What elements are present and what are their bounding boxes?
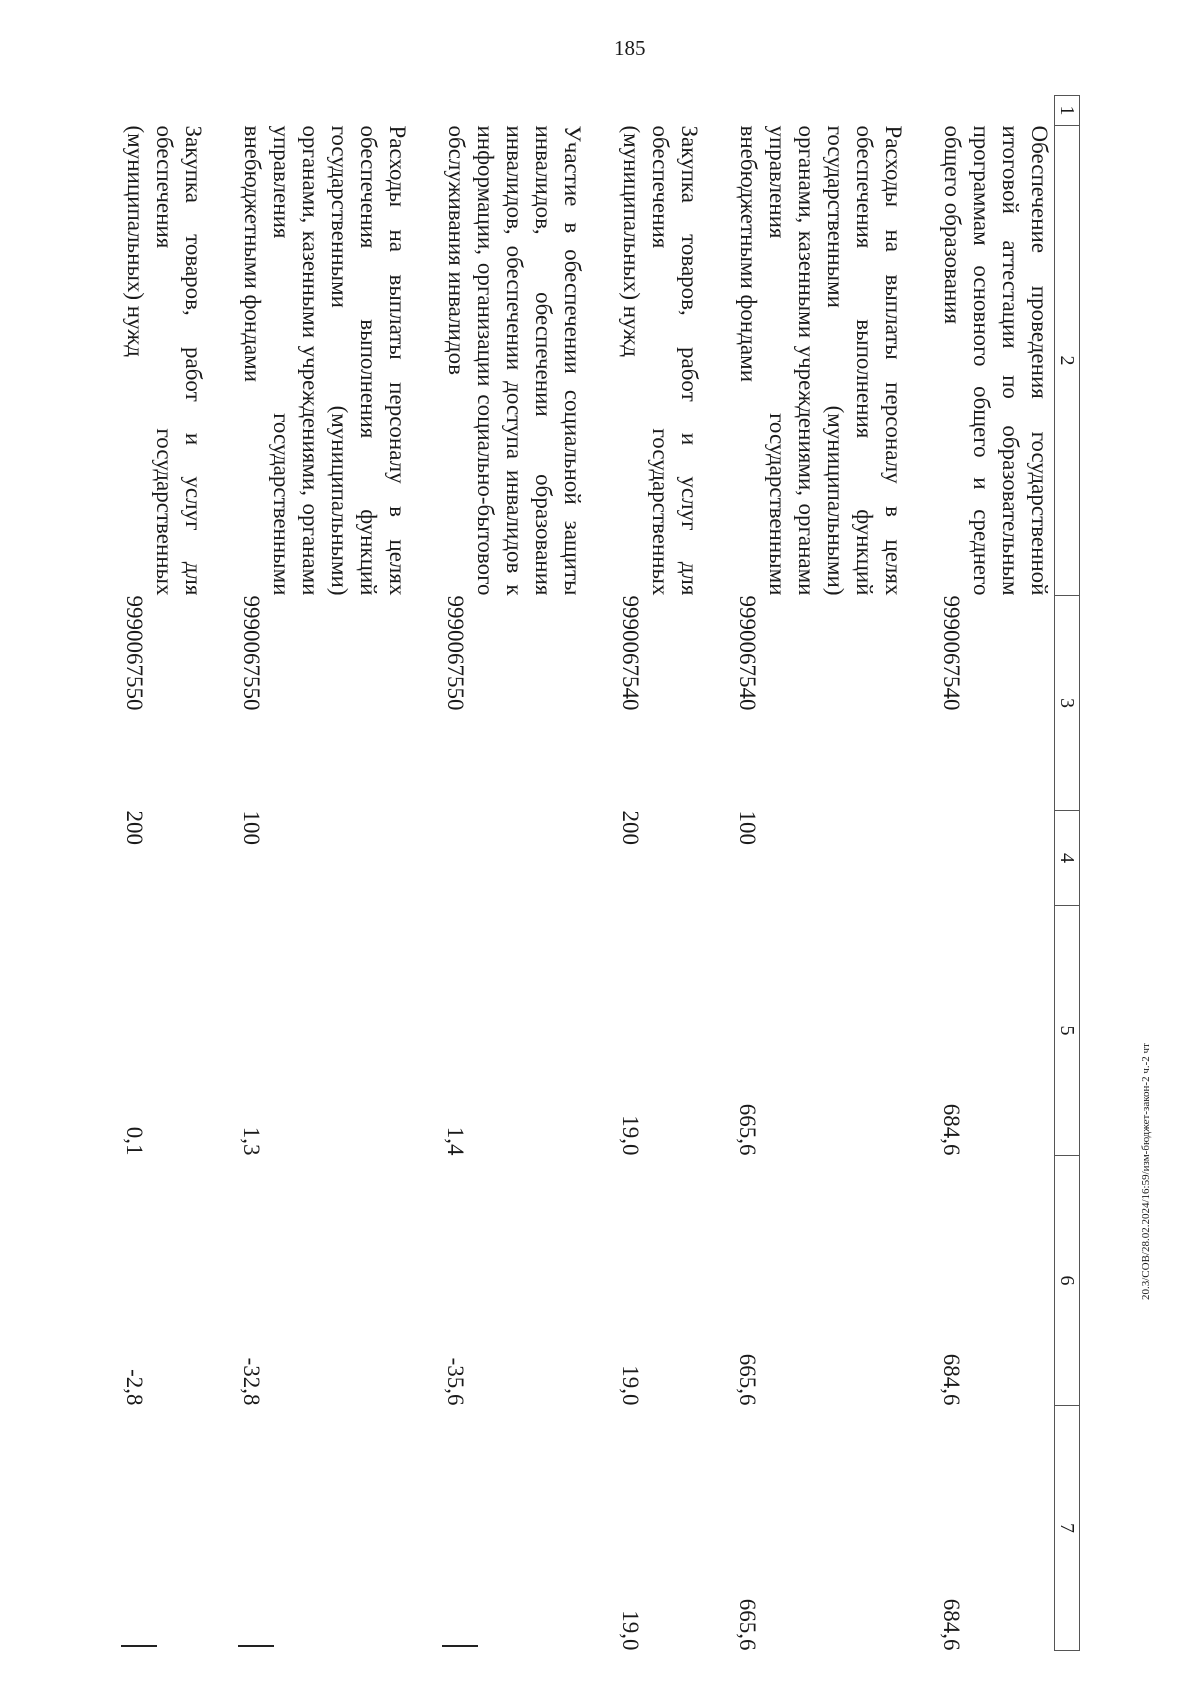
amount-col6: 19,0 (618, 1365, 643, 1406)
amount-col6: -35,6 (443, 1357, 468, 1406)
table-row (442, 96, 617, 1651)
amount-col6: 684,6 (939, 1353, 964, 1406)
amount-col5: 1,4 (443, 1126, 468, 1156)
amount-col6: -32,8 (239, 1357, 264, 1406)
page-number: 185 (614, 36, 646, 60)
amount-col7-dash (442, 1406, 617, 1651)
rotated-table-container (122, 95, 1080, 1651)
row-description: Участие в обеспечении социальной защиты инвалидов, обеспечении образования инвалидов, обеспечении доступа инвалидов к информации, организации социально-бытового обслуживания инвалидов (444, 125, 585, 596)
target-article-code: 9990067550 (239, 595, 264, 711)
target-article-code: 9990067550 (443, 595, 468, 711)
column-header: 5 (1055, 906, 1080, 1156)
column-header: 2 (1055, 126, 1080, 596)
column-header: 6 (1055, 1156, 1080, 1406)
target-article-code: 9990067540 (618, 595, 643, 711)
column-header: 3 (1055, 596, 1080, 811)
table-header-row (1055, 96, 1080, 1651)
amount-col6: -2,8 (122, 1369, 147, 1406)
row-description: Обеспечение проведения государственной итоговой аттестации по образовательным программам основного общего и среднего общего образования (940, 125, 1052, 596)
amount-col7-dash (238, 1406, 442, 1651)
expense-type-code (442, 811, 617, 906)
dash-mark (121, 1645, 157, 1647)
row-description: Расходы на выплаты персоналу в целях обеспечения выполнения функций государственными (муниципальными) органами, казенными учреждениями, органами управления государственными внебюджетными фондами (736, 125, 906, 596)
expense-type-code: 200 (122, 810, 147, 845)
column-header: 7 (1055, 1406, 1080, 1651)
amount-col7-dash (121, 1406, 238, 1651)
column-header: 1 (1055, 96, 1080, 126)
table-row (121, 96, 238, 1651)
amount-col5: 0,1 (122, 1126, 147, 1156)
target-article-code: 9990067550 (122, 595, 147, 711)
expense-type-code: 100 (239, 810, 264, 845)
amount-col7: 684,6 (939, 1598, 964, 1651)
expense-type-code: 100 (735, 810, 760, 845)
target-article-code: 9990067540 (939, 595, 964, 711)
table-row (734, 96, 938, 1651)
target-article-code: 9990067540 (735, 595, 760, 711)
row-description: Расходы на выплаты персоналу в целях обеспечения выполнения функций государственными (муниципальными) органами, казенными учреждениями, органами управления государственными внебюджетными фондами (240, 125, 410, 596)
dash-mark (442, 1645, 478, 1647)
row-description: Закупка товаров, работ и услуг для обеспечения государственных (муниципальных) нужд (619, 125, 702, 596)
table-row (238, 96, 442, 1651)
amount-col5: 1,3 (239, 1126, 264, 1156)
budget-table (121, 95, 1080, 1651)
table-row (617, 96, 734, 1651)
document-footer-code: 20.3/СОВ/28.02.2024/16:59/изм-бюджет-закон-2 ч.-2 чт (1140, 1043, 1152, 1300)
amount-col7: 19,0 (618, 1610, 643, 1651)
table-row (938, 96, 1055, 1651)
amount-col5: 684,6 (939, 1103, 964, 1156)
column-header: 4 (1055, 811, 1080, 906)
amount-col6: 665,6 (735, 1353, 760, 1406)
expense-type-code (938, 811, 1055, 906)
amount-col5: 665,6 (735, 1103, 760, 1156)
amount-col5: 19,0 (618, 1115, 643, 1156)
amount-col7: 665,6 (735, 1598, 760, 1651)
dash-mark (238, 1645, 274, 1647)
expense-type-code: 200 (618, 810, 643, 845)
row-description: Закупка товаров, работ и услуг для обеспечения государственных (муниципальных) нужд (123, 125, 206, 596)
